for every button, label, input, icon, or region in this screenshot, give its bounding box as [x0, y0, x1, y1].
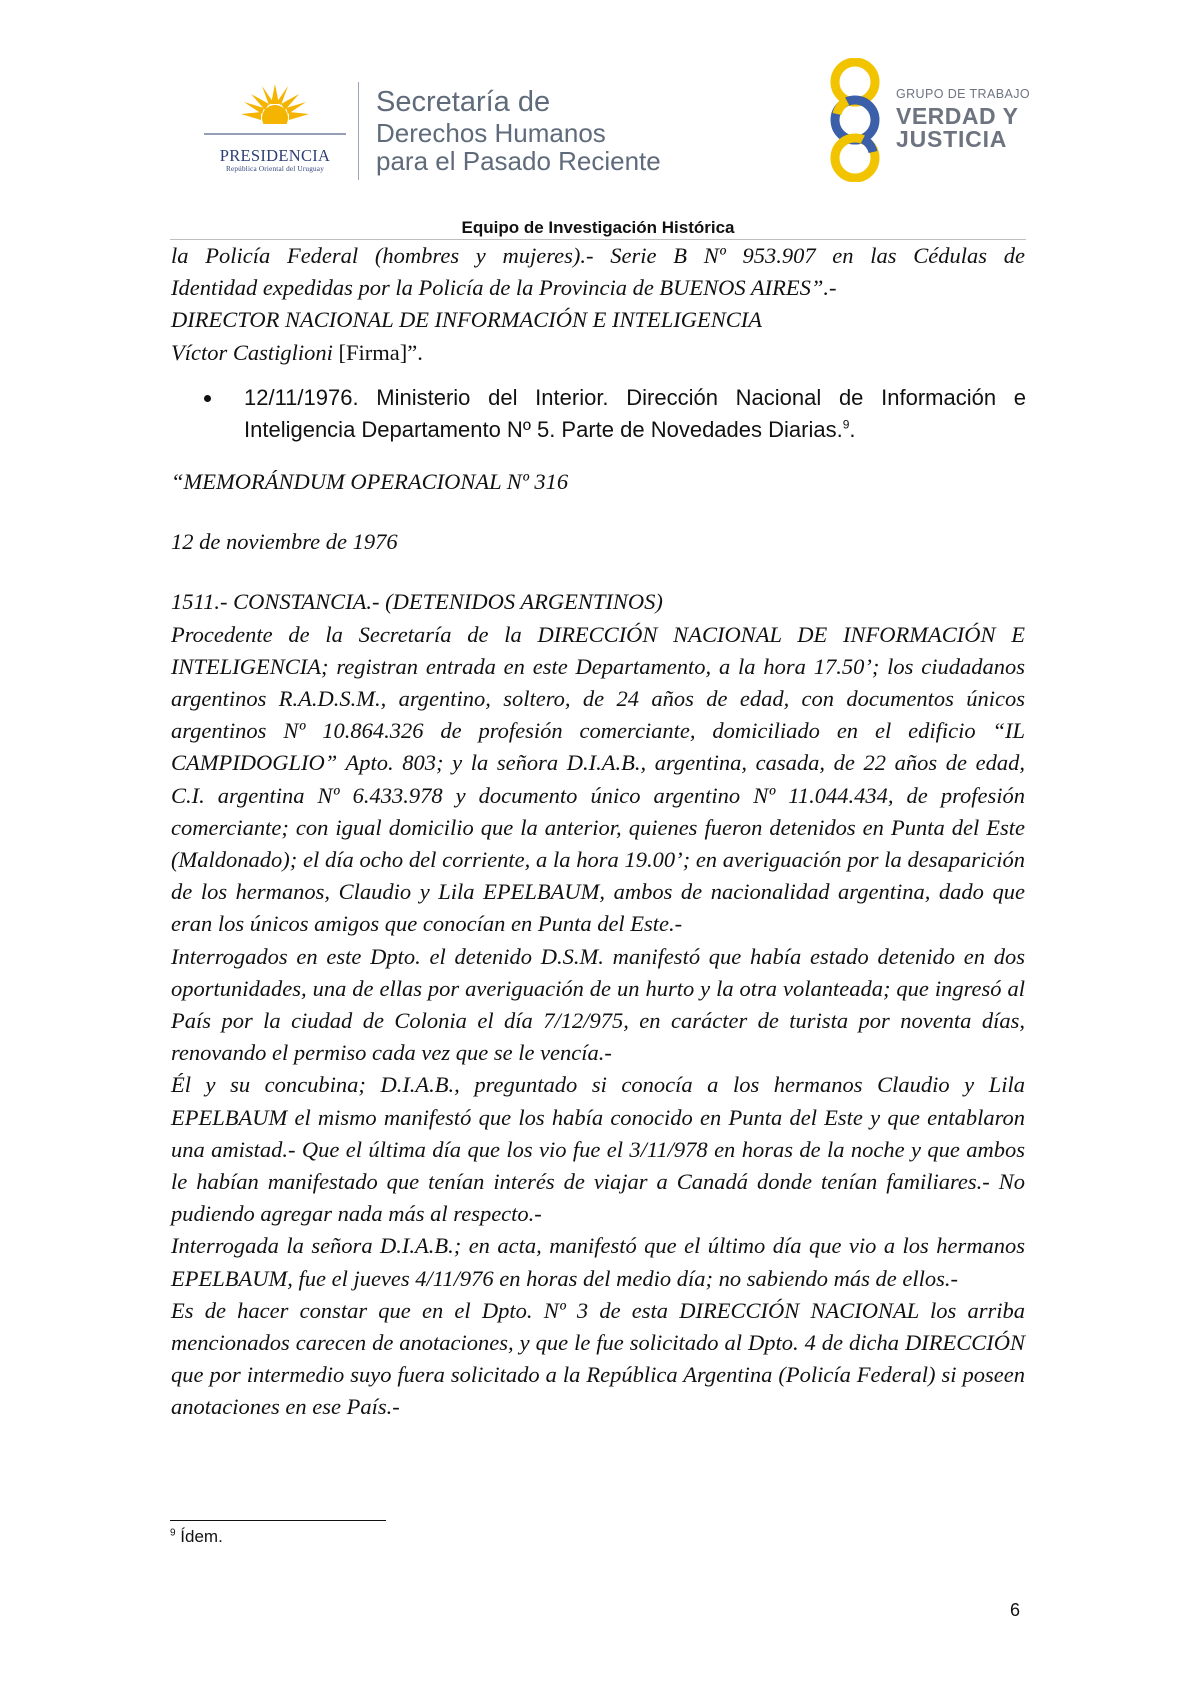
- signature-name: Víctor Castiglioni: [171, 339, 333, 365]
- page-number: 6: [1010, 1600, 1021, 1620]
- memo-title: “MEMORÁNDUM OPERACIONAL Nº 316: [171, 469, 569, 494]
- memo-paragraph-d: Interrogada la señora D.I.A.B.; en acta, manifestó que el último día que vio a los hermanos EPELBAUM, fue el jueves 4/11/976 en horas del medio día; no sabiendo más de ellos.-: [171, 1233, 1025, 1291]
- secretaria-line3: para el Pasado Reciente: [376, 146, 661, 176]
- vyj-line3: JUSTICIA: [896, 125, 1008, 152]
- continuation-block: [171, 240, 1025, 369]
- footnote-ref[interactable]: 9: [842, 417, 850, 432]
- vyj-line1: GRUPO DE TRABAJO: [896, 87, 1030, 101]
- presidencia-wordmark: PRESIDENCIA: [219, 146, 331, 165]
- continuation-line-2: Identidad expedidas por la Policía de la Provincia de BUENOS AIRES”.-: [171, 275, 837, 301]
- secretaria-line1: Secretaría de: [376, 86, 551, 118]
- bullet-item: [204, 382, 1026, 446]
- memo-paragraph-b: Interrogados en este Dpto. el detenido D.S.M. manifestó que había estado detenido en dos oportunidades, una de ellas por averiguación de un hurto y la otra volanteada; que ingresó al País por la ciudad de Colonia el día 7/12/975, en carácter de turista por noventa días, renovando el permiso cada vez que se le vencía.-: [171, 943, 1025, 1066]
- secretaria-line2: Derechos Humanos: [376, 118, 606, 148]
- footnote: [170, 1527, 223, 1547]
- memo-heading: 1511.- CONSTANCIA.- (DETENIDOS ARGENTINOS): [171, 589, 663, 615]
- memo-paragraph-a: Procedente de la Secretaría de la DIRECCIÓN NACIONAL DE INFORMACIÓN E INTELIGENCIA; registran entrada en este Departamento, a la hora 17.50’; los ciudadanos argentinos R.A.D.S.M., argentino, soltero, de 24 años de edad, con documentos únicos argentinos Nº 10.864.326 de profesión comerciante, domiciliado en el edificio “IL CAMPIDOGLIO” Apto. 803; y la señora D.I.A.B., argentina, casada, de 22 años de edad, C.I. argentina Nº 6.433.978 y documento único argentino Nº 11.044.434, de profesión comerciante; con igual domicilio que la anterior, quienes fueron detenidos en Punta del Este (Maldonado); el día ocho del corriente, a la hora 19.00’; en averiguación por la desaparición de los hermanos, Claudio y Lila EPELBAUM, ambos de nacionalidad argentina, dado que eran los únicos amigos que conocían en Punta del Este.-: [171, 621, 1025, 937]
- memo-date: 12 de noviembre de 1976: [171, 529, 398, 555]
- secretaria-wordmark: [376, 88, 661, 176]
- signature-line: [171, 337, 1025, 369]
- vyj-wordmark: [896, 88, 1030, 151]
- footnote-rule: [170, 1520, 386, 1521]
- memo-paragraph-e: Es de hacer constar que en el Dpto. Nº 3 de esta DIRECCIÓN NACIONAL los arriba mencionados carecen de anotaciones, y que le fue solicitado al Dpto. 4 de dicha DIRECCIÓN que por intermedio suyo fuera solicitado a la República Argentina (Policía Federal) si poseen anotaciones en ese País.-: [171, 1297, 1025, 1420]
- bullet-dot: [204, 395, 211, 402]
- memorandum-block: [171, 466, 1025, 1424]
- vyj-line2: VERDAD Y: [896, 102, 1019, 129]
- interlocking-rings-icon: [820, 58, 890, 182]
- bullet-text: 12/11/1976. Ministerio del Interior. Dirección Nacional de Información e Inteligencia Departamento Nº 5. Parte de Novedades Diarias.: [244, 385, 1026, 442]
- footnote-text: Ídem.: [175, 1527, 223, 1546]
- bullet-end: .: [849, 417, 856, 442]
- presidencia-subtitle: República Oriental del Uruguay: [225, 165, 324, 173]
- header-divider: [358, 82, 359, 180]
- team-heading: Equipo de Investigación Histórica: [461, 218, 735, 237]
- signature-rest: [Firma]”.: [332, 339, 423, 365]
- memo-paragraph-c: Él y su concubina; D.I.A.B., preguntado si conocía a los hermanos Claudio y Lila EPELBAUM el mismo manifestó que los había conocido en Punta del Este y que entablaron una amistad.- Que el última día que los vio fue el 3/11/978 en horas de la noche y que ambos le habían manifestado que tenían interés de viajar a Canadá donde tenían familiares.- No pudiendo agregar nada más al respecto.-: [171, 1072, 1025, 1227]
- bullet-text-wrap: [244, 382, 1026, 446]
- continuation-line-1: la Policía Federal (hombres y mujeres).- Serie B Nº 953.907 en las Cédulas de: [171, 243, 1025, 268]
- continuation-line-3: DIRECTOR NACIONAL DE INFORMACIÓN E INTELIGENCIA: [171, 307, 763, 333]
- footnote-number: 9: [170, 1527, 176, 1539]
